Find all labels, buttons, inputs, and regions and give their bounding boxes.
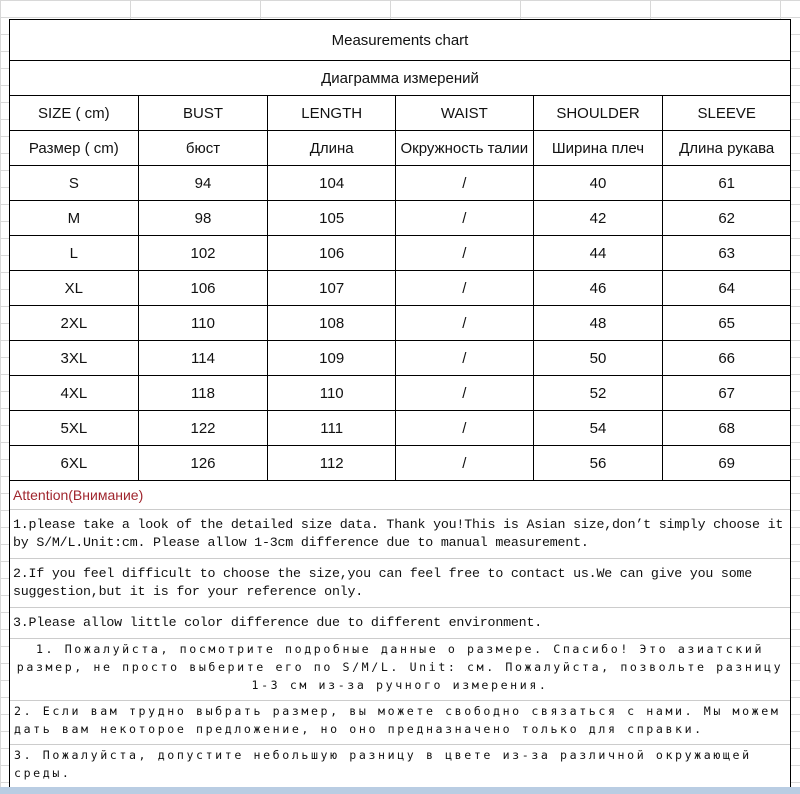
cell: 106 [139,271,269,305]
cell: 48 [534,306,664,340]
cell: 114 [139,341,269,375]
table-title-ru: Диаграмма измерений [321,69,479,87]
cell: WAIST [396,96,534,130]
cell: BUST [139,96,269,130]
cell: 68 [718,419,735,437]
cell: 4XL [10,376,139,410]
cell: 62 [718,209,735,227]
cell: 109 [268,341,396,375]
cell: SIZE ( cm) [10,96,139,130]
table-row [10,271,790,306]
cell: 5XL [10,411,139,445]
table-row [10,341,790,376]
header-row [10,96,790,131]
cell: 56 [534,446,664,480]
cell: 3XL [10,341,139,375]
cell: Ширина плеч [534,131,664,165]
note-ru-1: 1. Пожалуйста, посмотрите подробные данные о размере. Спасибо! Это азиатский размер, не просто выберите его по S/M/L. Unit: см. Пожалуйста, позвольте разницу 1-3 см из-за ручного измерения. [10,639,790,701]
cell: 107 [268,271,396,305]
cell: Длина [268,131,396,165]
cell: / [396,411,534,445]
cell: / [396,341,534,375]
cell: 104 [268,166,396,200]
cell: 50 [534,341,664,375]
cell: / [396,446,534,480]
cell: 111 [268,411,396,445]
cell: / [396,236,534,270]
cell: 110 [268,376,396,410]
cell: бюст [139,131,269,165]
cell: Окружность талии [396,131,534,165]
cell: 98 [139,201,269,235]
cell: / [396,306,534,340]
title-ru-row [10,61,790,96]
cell: 46 [534,271,664,305]
title-row [10,20,790,61]
cell: M [10,201,139,235]
table-title: Measurements chart [331,31,469,49]
cell: LENGTH [268,96,396,130]
cell: 61 [718,174,735,192]
cell: 105 [268,201,396,235]
note-ru-2: 2. Если вам трудно выбрать размер, вы можете свободно связаться с нами. Мы можем дать вам некоторое предложение, но оно предназначено только для справки. [10,701,790,745]
cell: 2XL [10,306,139,340]
cell: XL [10,271,139,305]
cell: 118 [139,376,269,410]
cell: SLEEVE [697,104,756,122]
cell: 69 [718,454,735,472]
cell: 106 [268,236,396,270]
horizontal-scrollbar[interactable] [0,787,800,794]
cell: Размер ( cm) [10,131,139,165]
cell: SHOULDER [534,96,664,130]
header-ru-row [10,131,790,166]
cell: 42 [534,201,664,235]
attention-label: Attention(Внимание) [10,481,790,510]
cell: 108 [268,306,396,340]
cell: 66 [718,349,735,367]
cell: / [396,376,534,410]
cell: L [10,236,139,270]
note-3: 3.Please allow little color difference due to different environment. [10,608,790,639]
table-row [10,166,790,201]
cell: 67 [718,384,735,402]
table-row [10,411,790,446]
cell: 102 [139,236,269,270]
cell: / [396,166,534,200]
cell: 6XL [10,446,139,480]
measurements-table [9,19,791,789]
cell: / [396,201,534,235]
table-row [10,446,790,481]
cell: Длина рукава [679,139,775,157]
cell: 94 [139,166,269,200]
cell: 65 [718,314,735,332]
cell: 64 [718,279,735,297]
cell: 63 [718,244,735,262]
note-2: 2.If you feel difficult to choose the size,you can feel free to contact us.We can give you some suggestion,but it is for your reference only. [10,559,790,608]
cell: 52 [534,376,664,410]
cell: 44 [534,236,664,270]
table-row [10,306,790,341]
table-row [10,376,790,411]
cell: 112 [268,446,396,480]
cell: 40 [534,166,664,200]
cell: / [396,271,534,305]
cell: 122 [139,411,269,445]
cell: 110 [139,306,269,340]
table-row [10,236,790,271]
note-ru-3: 3. Пожалуйста, допустите небольшую разницу в цвете из-за различной окружающей среды. [14,748,752,780]
table-row [10,201,790,236]
cell: S [10,166,139,200]
cell: 54 [534,411,664,445]
note-1: 1.please take a look of the detailed size data. Thank you!This is Asian size,don’t simply choose it by S/M/L.Unit:cm. Please allow 1-3cm difference due to manual measurement. [10,510,790,559]
cell: 126 [139,446,269,480]
